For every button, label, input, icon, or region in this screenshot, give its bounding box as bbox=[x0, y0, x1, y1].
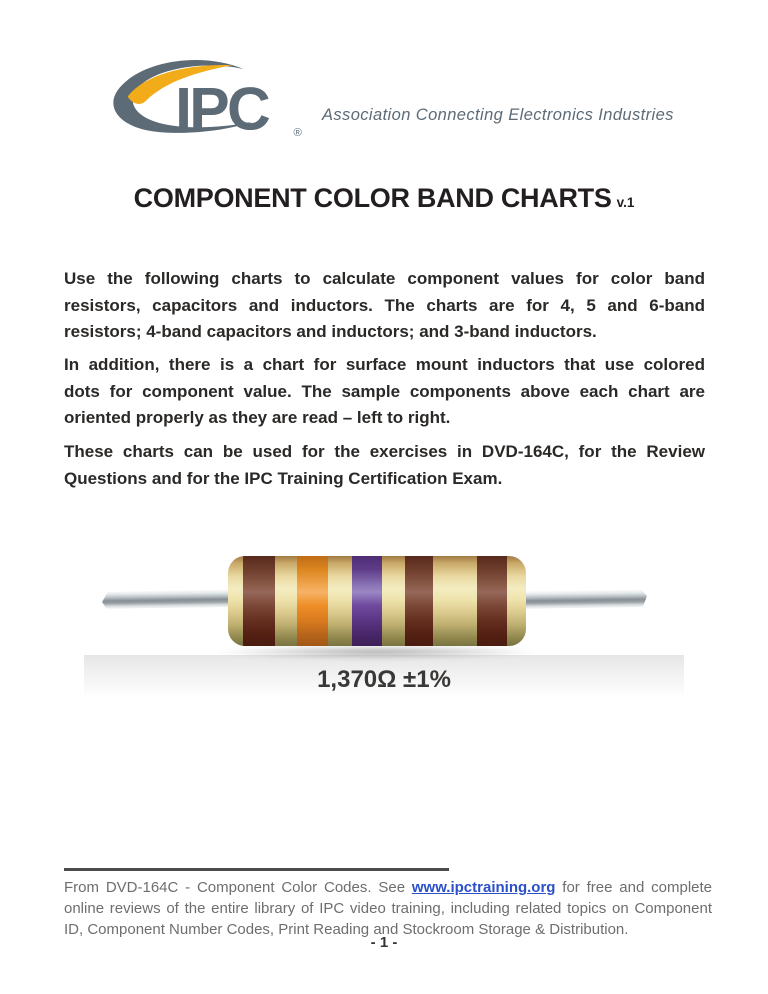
paragraph-2-line-1: In addition, there is a chart for surface mount inductors that use colored bbox=[64, 355, 705, 374]
resistor-body bbox=[228, 556, 526, 646]
resistor-band-4-brown bbox=[405, 556, 433, 646]
paragraph-3 bbox=[64, 439, 705, 492]
paragraph-1-line-1: Use the following charts to calculate component values for color band bbox=[64, 269, 705, 288]
logo-tagline: Association Connecting Electronics Industries bbox=[322, 106, 674, 124]
resistor-lead-left bbox=[102, 589, 232, 609]
paragraph-1-line-3: resistors; 4-band capacitors and inductors; and 3-band inductors. bbox=[64, 322, 597, 341]
resistor-shadow bbox=[214, 645, 540, 659]
registered-mark: ® bbox=[293, 127, 302, 140]
paragraph-1-line-2: resistors, capacitors and inductors. The charts are for 4, 5 and 6-band bbox=[64, 295, 705, 315]
ipc-logo bbox=[104, 54, 308, 140]
title-version: v.1 bbox=[616, 195, 635, 210]
page-title bbox=[0, 183, 768, 214]
footer-text-before: From DVD-164C - Component Color Codes. See bbox=[64, 879, 412, 896]
resistor-band-1-brown bbox=[243, 556, 275, 646]
logo-text: IPC bbox=[175, 74, 269, 140]
paragraph-3-line-2: Questions and for the IPC Training Certification Exam. bbox=[64, 468, 503, 488]
footer-rule bbox=[64, 868, 449, 871]
footer-text-after: for free and complete online reviews of the entire library of IPC video training, including related topics on Component ID, Component Number Codes, Print Reading and Stockroom Storage & Distribution. bbox=[64, 879, 712, 938]
paragraph-2-line-3: oriented properly as they are read – left to right. bbox=[64, 408, 451, 427]
footer-text bbox=[64, 877, 712, 940]
paragraph-2 bbox=[64, 352, 705, 432]
figure-caption: 1,370Ω ±1% bbox=[317, 666, 451, 693]
paragraph-1 bbox=[64, 266, 705, 346]
page-number: - 1 - bbox=[370, 934, 398, 951]
resistor-band-3-violet bbox=[352, 556, 382, 646]
resistor-band-5-brown bbox=[477, 556, 507, 646]
paragraph-3-line-1: These charts can be used for the exercises in DVD-164C, for the Review bbox=[64, 442, 705, 461]
resistor-lead-right bbox=[522, 589, 647, 609]
resistor-band-2-orange bbox=[297, 556, 328, 646]
paragraph-2-line-2: dots for component value. The sample components above each chart are bbox=[64, 381, 705, 401]
ipctraining-link[interactable]: www.ipctraining.org bbox=[411, 879, 556, 896]
page-title-text: COMPONENT COLOR BAND CHARTS bbox=[133, 183, 612, 213]
